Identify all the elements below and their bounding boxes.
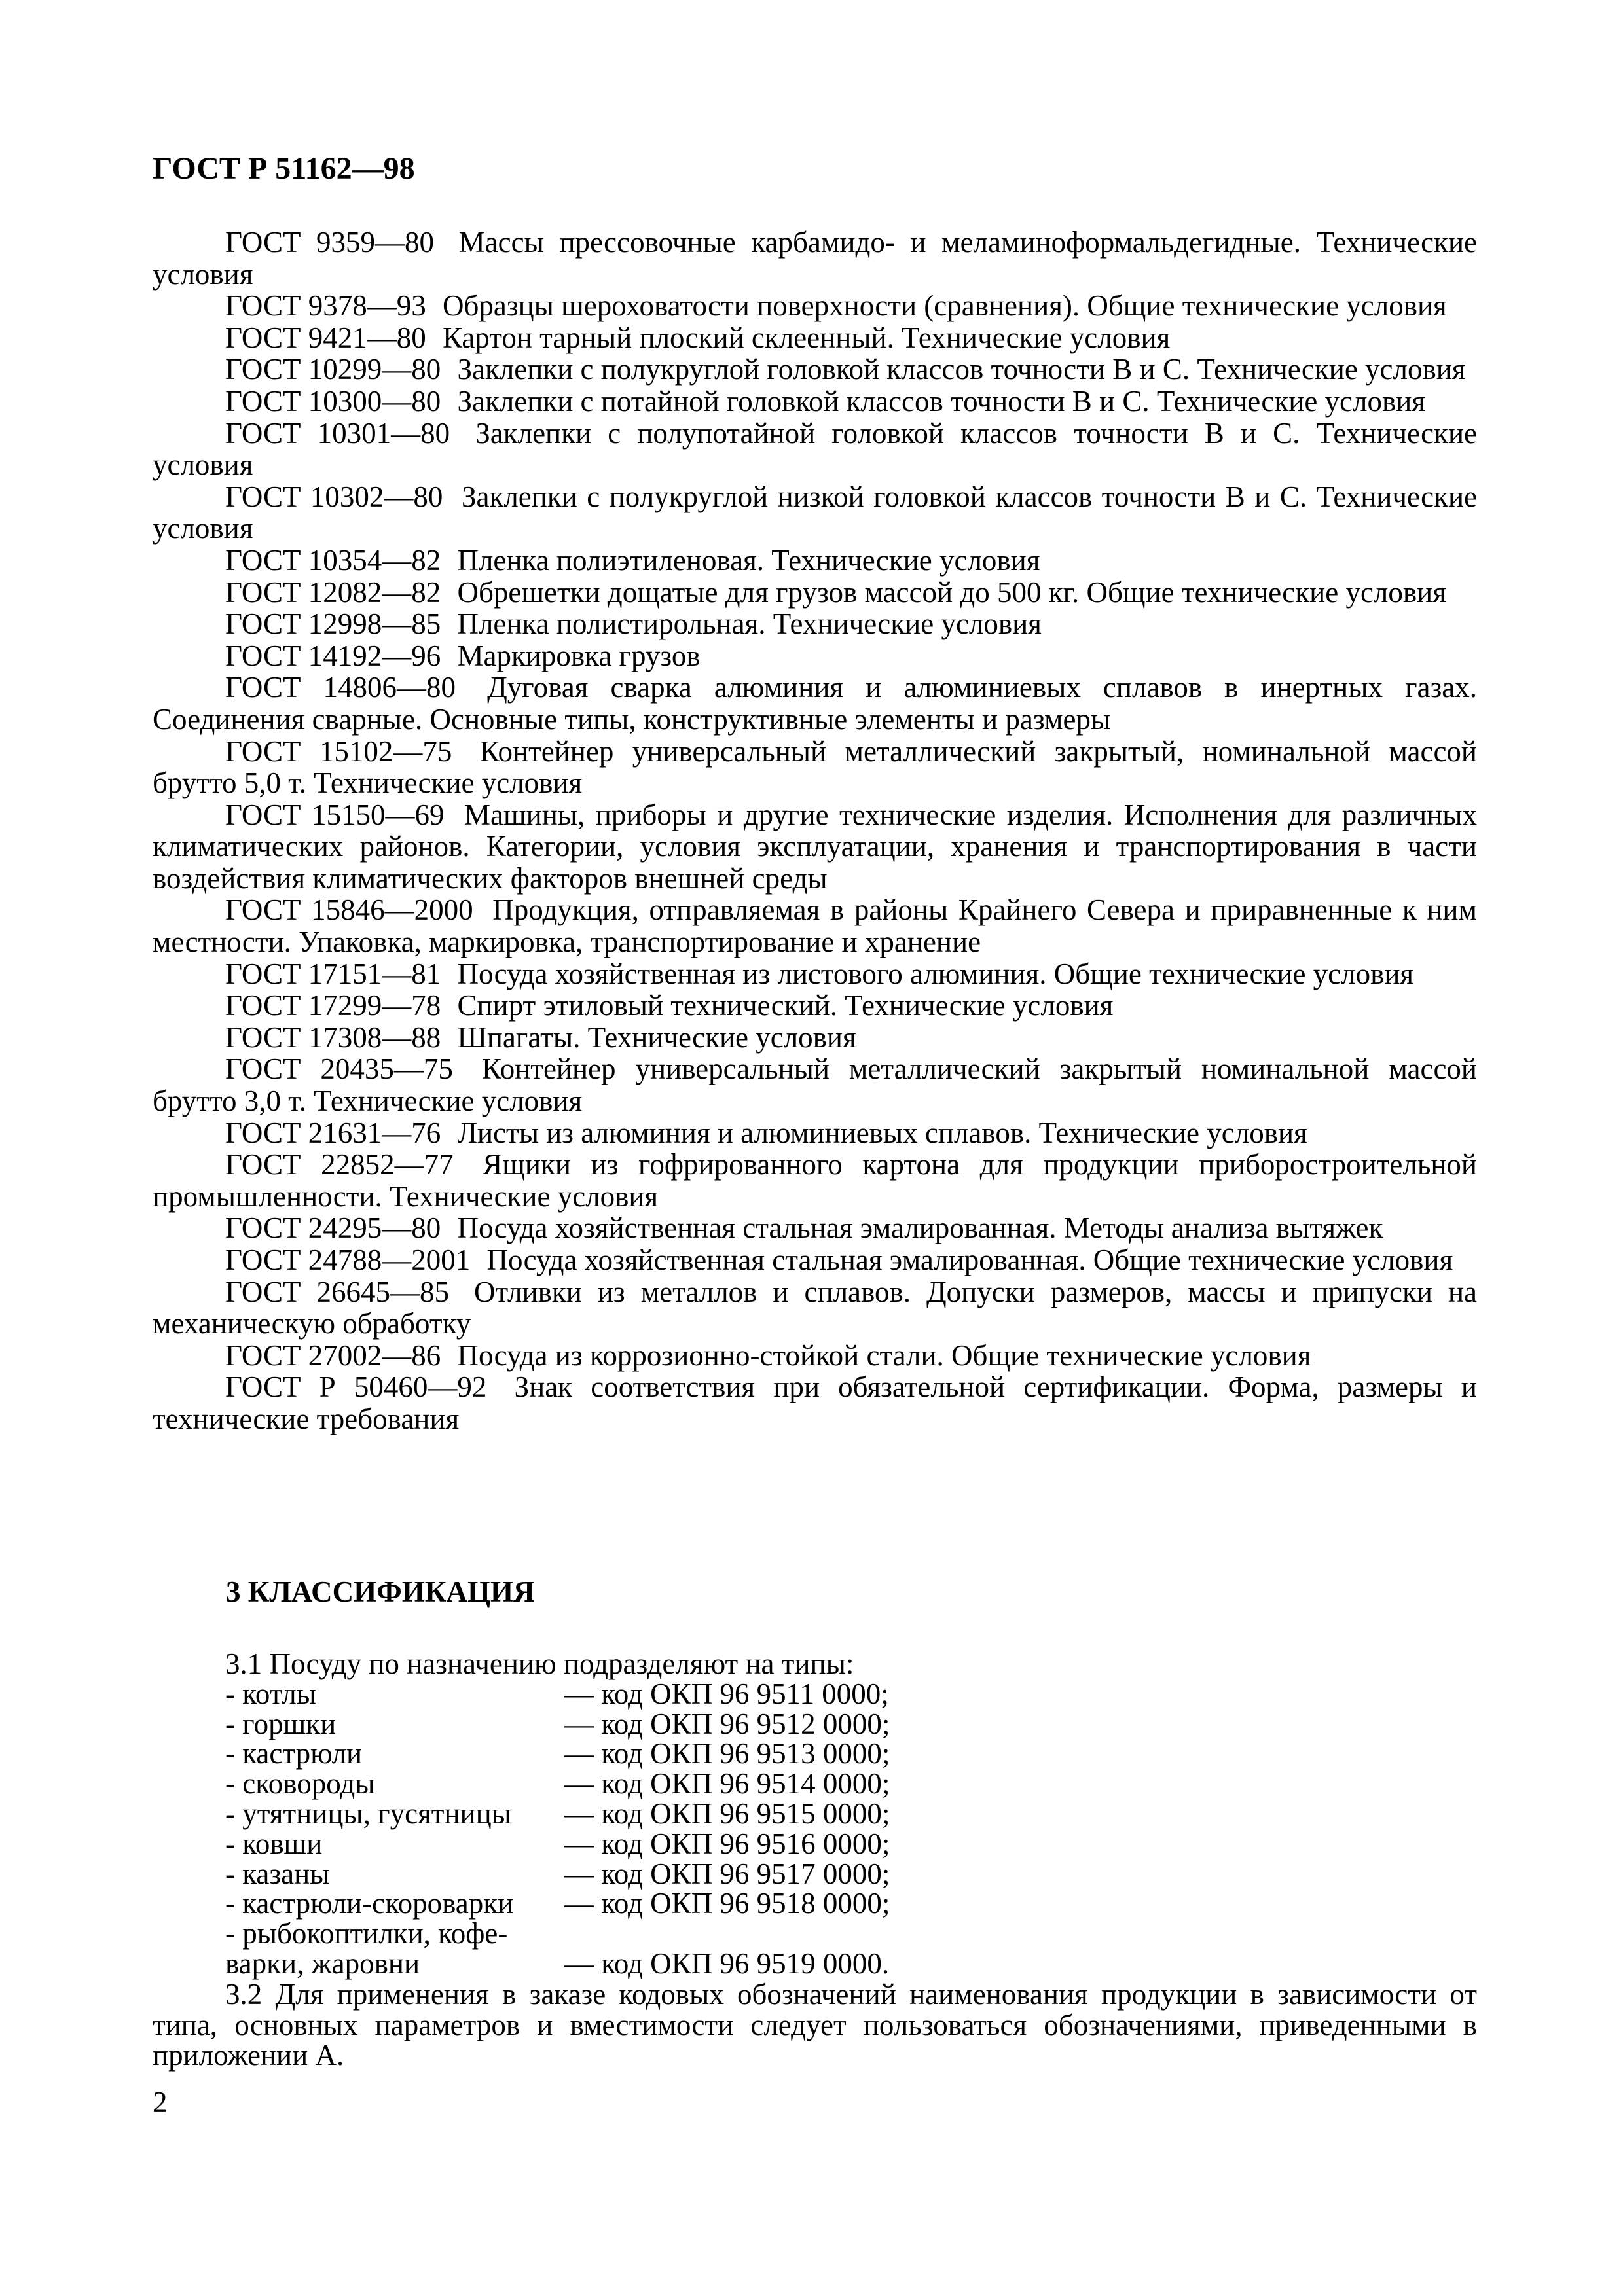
reference-entry — [153, 736, 1477, 799]
reference-code: ГОСТ 27002—86 — [225, 1338, 441, 1372]
reference-entry — [153, 1340, 1477, 1372]
product-type-name: - ковши — [225, 1827, 323, 1860]
reference-title: Машины, приборы и другие технические изделия. Исполнения для различных климатических районов. Категории, условия эксплуатации, хранения и транспортирования в части воздействия климатических факторов внешней среды — [153, 798, 1477, 895]
reference-entry — [153, 545, 1477, 577]
reference-code: ГОСТ 12082—82 — [225, 575, 441, 609]
reference-code: ГОСТ 21631—76 — [225, 1116, 441, 1149]
document-header: ГОСТ Р 51162—98 — [153, 151, 415, 186]
product-type-name: - котлы — [225, 1677, 316, 1710]
reference-title: Дуговая сварка алюминия и алюминиевых сплавов в инертных газах. Соединения сварные. Основные типы, конструктивные элементы и размеры — [153, 671, 1477, 736]
reference-title: Заклепки с полукруглой головкой классов точности В и С. Технические условия — [457, 353, 1466, 386]
reference-entry — [153, 1244, 1477, 1276]
reference-code: ГОСТ 10354—82 — [225, 543, 441, 577]
reference-entry — [153, 577, 1477, 609]
product-type-item — [225, 1799, 1477, 1829]
okp-code: — код ОКП 96 9511 0000; — [564, 1677, 889, 1710]
reference-entry — [153, 1117, 1477, 1149]
reference-title: Контейнер универсальный металлический закрытый, номинальной массой брутто 5,0 т. Технические условия — [153, 734, 1478, 800]
okp-code: — код ОКП 96 9519 0000. — [564, 1946, 890, 1980]
reference-entry — [153, 958, 1477, 990]
reference-code: ГОСТ 17299—78 — [225, 989, 441, 1022]
paragraph-3-1: 3.1 Посуду по назначению подразделяют на типы: — [225, 1647, 854, 1680]
reference-title: Пленка полиэтиленовая. Технические условия — [457, 543, 1040, 577]
reference-entry — [153, 353, 1477, 386]
product-type-item — [225, 1829, 1477, 1859]
reference-entry — [153, 481, 1477, 545]
section-title: 3 КЛАССИФИКАЦИЯ — [226, 1575, 535, 1608]
reference-code: ГОСТ 14192—96 — [225, 639, 441, 672]
classification-section — [153, 1649, 1477, 2071]
okp-code: — код ОКП 96 9515 0000; — [564, 1797, 890, 1830]
reference-code: ГОСТ 15150—69 — [225, 798, 445, 831]
reference-title: Посуда хозяйственная стальная эмалированная. Общие технические условия — [486, 1244, 1453, 1276]
reference-entry — [153, 226, 1477, 290]
product-type-name: - сковороды — [225, 1767, 375, 1801]
reference-title: Посуда хозяйственная из листового алюминия. Общие технические условия — [457, 957, 1414, 990]
product-type-name: - кастрюли — [225, 1737, 363, 1770]
reference-title: Картон тарный плоский склеенный. Технические условия — [442, 321, 1171, 354]
okp-code: — код ОКП 96 9512 0000; — [564, 1707, 890, 1740]
reference-code: ГОСТ 24295—80 — [225, 1211, 441, 1245]
reference-code: ГОСТ 9359—80 — [225, 226, 435, 259]
okp-code: — код ОКП 96 9518 0000; — [564, 1887, 890, 1920]
product-type-item — [225, 1707, 1477, 1740]
reference-title: Знак соответствия при обязательной сертификации. Форма, размеры и технические требования — [153, 1371, 1477, 1435]
reference-entry — [153, 418, 1477, 481]
product-type-item — [225, 1859, 1477, 1890]
reference-code: ГОСТ 12998—85 — [225, 607, 441, 641]
product-type-list — [153, 1679, 1477, 1979]
reference-entry — [153, 1371, 1477, 1435]
reference-title: Заклепки с потайной головкой классов точности В и С. Технические условия — [457, 384, 1425, 418]
reference-title: Пленка полистирольная. Технические условия — [457, 607, 1042, 641]
reference-code: ГОСТ 10299—80 — [225, 353, 441, 386]
reference-entry — [153, 386, 1477, 418]
reference-entry — [153, 1053, 1477, 1117]
reference-code: ГОСТ 20435—75 — [225, 1052, 453, 1086]
reference-code: ГОСТ 14806—80 — [225, 671, 456, 704]
reference-entry — [153, 290, 1477, 322]
product-type-item — [225, 1889, 1477, 1919]
product-type-item — [225, 1739, 1477, 1769]
reference-title: Заклепки с полукруглой низкой головкой классов точности В и С. Технические условия — [153, 480, 1478, 545]
reference-code: ГОСТ 22852—77 — [225, 1148, 454, 1181]
reference-title: Спирт этиловый технический. Технические условия — [457, 989, 1114, 1022]
reference-code: ГОСТ 15102—75 — [225, 734, 452, 768]
product-type-name: - горшки — [225, 1707, 337, 1740]
reference-code: ГОСТ 24788—2001 — [225, 1244, 471, 1276]
reference-entry — [153, 1276, 1477, 1340]
okp-code: — код ОКП 96 9516 0000; — [564, 1827, 890, 1860]
reference-code: ГОСТ 17151—81 — [225, 957, 441, 990]
reference-title: Посуда из коррозионно-стойкой стали. Общие технические условия — [457, 1338, 1311, 1372]
reference-title: Маркировка грузов — [457, 639, 701, 672]
reference-code: ГОСТ 9421—80 — [225, 321, 426, 354]
normative-references-list — [153, 226, 1477, 1435]
reference-code: ГОСТ 10300—80 — [225, 384, 441, 418]
reference-title: Отливки из металлов и сплавов. Допуски размеров, массы и припуски на механическую обработку — [153, 1275, 1477, 1340]
product-type-item — [225, 1679, 1477, 1710]
reference-title: Шпагаты. Технические условия — [457, 1020, 856, 1054]
reference-entry — [153, 1212, 1477, 1244]
product-type-name: - утятницы, гусятницы — [225, 1797, 511, 1830]
reference-code: ГОСТ 10302—80 — [225, 480, 443, 513]
reference-entry — [153, 894, 1477, 958]
paragraph-3-2: 3.2 Для применения в заказе кодовых обозначений наименования продукции в зависимости от типа, основных параметров и вместимости следует пользоваться обозначениями, приведенными в приложении А. — [153, 1977, 1477, 2072]
reference-entry — [153, 640, 1477, 672]
product-type-name: - кастрюли-скороварки — [225, 1887, 514, 1920]
reference-entry — [153, 990, 1477, 1022]
reference-title: Продукция, отправляемая в районы Крайнего Севера и приравненные к ним местности. Упаковка, маркировка, транспортирование и хранение — [153, 893, 1477, 959]
reference-title: Посуда хозяйственная стальная эмалированная. Методы анализа вытяжек — [457, 1211, 1383, 1245]
reference-code: ГОСТ 15846—2000 — [225, 893, 473, 927]
product-type-name: - казаны — [225, 1857, 330, 1890]
product-type-item — [225, 1919, 1477, 1979]
reference-title: Ящики из гофрированного картона для продукции приборостроительной промышленности. Технические условия — [153, 1148, 1478, 1213]
reference-code: ГОСТ 10301—80 — [225, 416, 450, 450]
reference-entry — [153, 799, 1477, 895]
reference-entry — [153, 1149, 1477, 1212]
reference-code: ГОСТ 17308—88 — [225, 1020, 441, 1054]
reference-title: Обрешетки дощатые для грузов массой до 500 кг. Общие технические условия — [457, 575, 1446, 609]
reference-entry — [153, 672, 1477, 735]
product-type-item — [225, 1769, 1477, 1799]
okp-code: — код ОКП 96 9517 0000; — [564, 1857, 890, 1890]
reference-title: Листы из алюминия и алюминиевых сплавов. Технические условия — [457, 1116, 1307, 1149]
product-type-name: - рыбокоптилки, кофе- варки, жаровни — [225, 1917, 508, 1980]
reference-title: Массы прессовочные карбамидо- и меламиноформальдегидные. Технические условия — [153, 226, 1478, 291]
okp-code: — код ОКП 96 9514 0000; — [564, 1767, 890, 1801]
page-number: 2 — [153, 2086, 168, 2119]
reference-entry — [153, 1022, 1477, 1054]
reference-title: Контейнер универсальный металлический закрытый номинальной массой брутто 3,0 т. Технические условия — [153, 1052, 1477, 1118]
reference-entry — [153, 322, 1477, 354]
reference-code: ГОСТ Р 50460—92 — [225, 1371, 487, 1404]
okp-code: — код ОКП 96 9513 0000; — [564, 1737, 890, 1770]
reference-code: ГОСТ 26645—85 — [225, 1275, 449, 1308]
reference-title: Заклепки с полупотайной головкой классов точности В и С. Технические условия — [153, 416, 1478, 482]
reference-title: Образцы шероховатости поверхности (сравнения). Общие технические условия — [442, 289, 1447, 323]
reference-code: ГОСТ 9378—93 — [225, 289, 426, 323]
reference-entry — [153, 608, 1477, 640]
